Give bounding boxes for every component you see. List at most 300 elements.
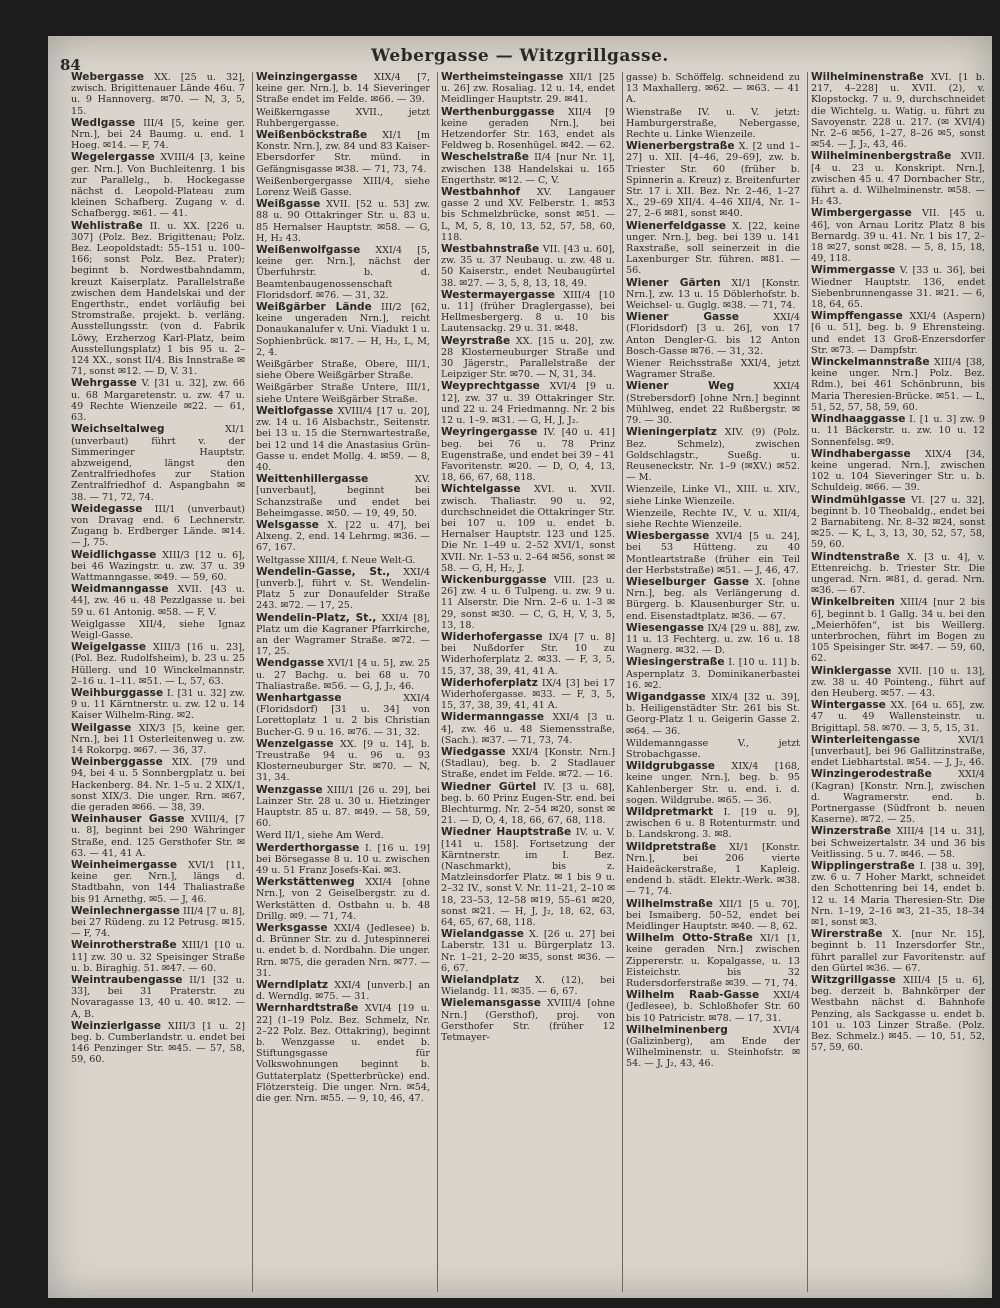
street-name: Wertheimsteingasse [441,72,564,83]
street-name: Weinzierlgasse [71,1019,162,1032]
street-details: X. (12), bei Wielandg. 11. ✉35. — 6, 67. [441,975,615,998]
street-details: XVII. [43 u. 44], zw. 46 u. 48 Pezzlgasse u. bei 59 u. 61 Antonig. ✉58. — F, V. [71,584,245,618]
street-details: III/2 [62, keine ungeraden Nrn.], reicht Donaukanalufer v. Uni. Viadukt 1 u. Sophienbrück. ✉17. — H, H₂, L, M, 2, 4. [256,302,430,358]
street-entry [71,688,245,722]
column-2 [252,72,433,1292]
street-name: Wipplingerstraße [811,860,915,873]
street-name: Wenzgasse [256,783,323,796]
street-entry [626,577,800,622]
street-details: XIX/4 [32 u. 39], b. Heiligenstädter Str. 261 bis St. Georg-Platz 1 u. Geigerin Gasse 2. ✉64. — 36. [626,691,800,737]
street-details: I. [19 u. 9], zwischen 6 u. 8 Rotenturmstr. und b. Landskrong. 3. ✉8. [626,807,800,841]
street-details: XIII/4 [5 u. 6], beg. derzeit b. Bahnkörper der Westbahn nächst d. Bahnhofe Penzing, als Sackgasse u. endet b. 101 u. 103 Linzer Straße. (Polz. Bez. Schmelz.) ✉45. — 10, 51, 52, 57, 59, 60. [811,975,985,1054]
street-details: X. [nur Nr. 15], beginnt b. 11 Inzersdorfer Str., führt parallel zur Favoritenstr. auf den Gürtel ✉36. — 67. [811,929,985,974]
street-entry [811,449,985,494]
street-details: X. [3 u. 4], v. Ettenreichg. b. Triester Str. Die ungerad. Nrn. ✉81, d. gerad. Nrn. ✉36. — 67. [811,551,985,597]
street-details: XIX/4 [7, keine ger. Nrn.], b. 14 Sieveringer Straße endet im Felde. ✉66. — 39. [256,72,430,106]
street-name: Wedlgasse [71,116,136,129]
street-entry [256,613,430,658]
street-entry [441,381,615,426]
street-entry [626,278,800,312]
street-name: Widerhoferplatz [441,676,538,689]
street-details: XXI/4 [unverb.], führt v. St. Wendelin-Platz 5 zur Donaufelder Straße 243. ✉72. — 17, 25. [256,566,430,612]
street-entry [71,72,245,117]
street-entry [256,474,430,519]
street-entry [811,357,985,413]
street-details: XIII/3 [1 u. 2] beg. b. Cumberlandstr. u. endet bei 146 Penzinger Str. ✉45. — 57, 58, 59, 60. [71,1020,245,1066]
street-details: II/1 [32 u. 33], bei 31 Praterstr. zu Novaragasse 13, 40 u. 40. ✉12. — A, B. [71,975,245,1020]
street-entry [626,807,800,841]
street-name: Weichseltalweg [71,423,165,436]
street-details: Weißkerngasse XVII., jetzt Ruhbergergasse. [256,106,430,129]
street-details: IV. [40 u. 41] beg. bei 76 u. 78 Prinz Eugenstraße, und endet bei 39 – 41 Favoritenstr. ✉20. — D, O, 4, 13, 18, 66, 67, 68, 118. [441,427,615,484]
street-details: XIX/3 [5, keine ger. Nrn.], bei 11 Osterleitenweg u. zw. 14 Rokorpg. ✉67. — 36, 37. [71,722,245,756]
street-entry [256,72,430,106]
page-number: 84 [60,56,81,74]
street-name: Wiener Gärten [626,276,721,289]
street-entry [811,151,985,207]
street-entry [626,221,800,277]
street-entry [811,597,985,664]
street-entry [71,975,245,1020]
street-entry [441,678,615,712]
street-entry [441,336,615,381]
street-name: Wiedner Hauptstraße [441,826,572,839]
street-details: XIII/4 [14 u. 31], bei Schweizertalstr. 34 und 36 bis Veitlissing. 5 u. 7. ✉46. — 58. [811,826,985,860]
street-details: IV. u. V. [141 u. 158]. Fortsetzung der Kärntnerstr. im I. Bez. (Naschmarkt), bis z. Matzleinsdorfer Platz. ✉ 1 bis 9 u. 2–32 IV., sonst V. Nr. 11–21, 2–10 ✉18, 23–53, 12–58 ✉19, 55–61 ✉20, sonst ✉21. — H, J, J₂, 18, 62, 63, 64, 65, 67, 68, 118. [441,827,615,929]
street-name: Weißenböckstraße [256,129,368,142]
street-entry [811,414,985,448]
street-name: Wilhelminenbergstraße [811,150,952,163]
street-name: Wiedner Gürtel [441,780,537,793]
street-entry [811,552,985,597]
street-name: Webergasse [71,72,145,83]
street-details: XX. [15 u. 20], zw. 28 Klosterneuburger Straße und 30 Jägerstr., Parallelstraße der Leipziger Str. ✉70. — N, 31, 34. [441,335,615,381]
street-name: Wilhelm Otto-Straße [626,932,753,945]
street-entry [256,302,430,358]
street-details: XVIII/4 [17 u. 20], zw. 14 u. 16 Alsbachstr., Seitenstr. bei 13 u. 15 die Sternwartestraße, bei 12 und 14 die Anastasius Grün-Gasse u. endet Mollg. 4. ✉59. — 8, 40. [256,405,430,473]
street-name: Welsgasse [256,518,319,531]
street-details: II. u. XX. [226 u. 307] (Polz. Bez. Brigittenau; Polz. Bez. Leopoldstadt: 55–151 u. 100–166; sonst Polz. Bez. Prater); beginnt b. Nordwestbahndamm, kreuzt Kaiserplatz. Parallelstraße zwischen dem Handelskai und der Engerthstr., endet vorläufig bei Stromstraße. projekt. b. verläng. Ausstellungsstr. (von d. Fabrik Löwy, Erzherzog Karl-Platz, beim Ausstellungsplatz) 1 bis 95 u. 2–124 XX., sonst II/4. Bis Innstraße ✉71, sonst ✉12. — D, V. 31. [71,220,245,378]
street-name: Weißgärber Lände [256,301,372,314]
street-name: Weidegasse [71,502,143,515]
street-entry [71,814,245,859]
street-entry [441,152,615,186]
street-details: gasse) b. Schöffelg. schneidend zu 13 Maxhallerg. ✉62. — ✉63. — 41 A. [626,72,800,106]
street-name: Wigandgasse [626,690,706,703]
street-name: Wienerfeldgasse [626,219,726,232]
street-details: XIX/4 [168, keine unger. Nrn.], beg. b. 95 Kahlenberger Str. u. end. i. d. sogen. Wildgrube. ✉65. — 36. [626,761,800,806]
street-name: Weschelstraße [441,151,529,164]
street-name: Wiener Gasse [626,311,739,324]
street-entry [256,176,430,198]
street-entry [71,940,245,974]
street-entry [71,550,245,584]
street-details: XVII. [4 u. 23 u. Konskript. Nrn.], zwischen 45 u. 47 Dornbacher Str., führt a. d. Wilhelminenstr. ✉58. — H₂ 43. [811,151,985,208]
street-name: Wieningerplatz [626,426,717,439]
street-details: XXI/4 (Kagran) [Konstr. Nrn.], zwischen d. Wagramerstr. end. b. Portnergasse (Südfront b. neuen Kaserne). ✉72. — 25. [811,769,985,826]
street-name: Windmühlgasse [811,493,906,506]
street-details: XI/1 (unverbaut) führt v. der Simmeringer Hauptstr. abzweigend, längst den Zentralfriedhofes zur Station Zentralfriedhof d. Aspangbahn ✉38. — 71, 72, 74. [71,424,245,503]
street-name: Wielandplatz [441,974,519,987]
street-entry [441,244,615,289]
street-entry [626,381,800,426]
street-details: XVI/4 [19 u. 22] (1–19 Polz. Bez. Schmelz, Nr. 2–22 Polz. Bez. Ottakring), beginnt b. Wenzgasse u. endet b. Stiftungsgasse für Volkswohnungen beginnt b. Guttaterplatz (Spetterbrücke) end. Flötzersteig. Die unger. Nrn. ✉54, die ger. Nrn. ✉55. — 9, 10, 46, 47. [256,1003,430,1105]
street-name: Wichtelgasse [441,483,521,496]
street-details: XV. Langauer gasse 2 und XV. Felberstr. 1. ✉53 bis Schmelzbrücke, sonst ✉51. — L, M, 5, 8, 10, 13, 52, 57, 58, 60, 118. [441,187,615,243]
street-details: XX. [25 u. 32], zwisch. Brigittenauer Lände 46u. 7 u. 9 Hannoverg. ✉70. — N, 3, 5, 15. [71,72,245,117]
street-name: Werksgasse [256,922,328,935]
street-name: Wendelin-Gasse, St., [256,565,391,578]
street-name: Wieselburger Gasse [626,575,750,588]
street-details: Werd II/1, siehe Am Werd. [256,830,384,842]
street-details: Weißenbergergasse XIII/4, siehe Lorenz Weiß Gasse. [256,175,430,199]
street-details: XX. [64 u. 65], zw. 47 u. 49 Wallensteinstr. u. Brigittapl. 58. ✉70. — 3, 5, 15, 31. [811,700,985,734]
street-details: XVII. [52 u. 53] zw. 88 u. 90 Ottakringer Str. u. 83 u. 85 Hernalser Hauptstr. ✉58. — G, H, H₂ 43. [256,199,430,244]
street-name: Wenhartgasse [256,691,342,704]
street-name: Wehrgasse [71,377,137,390]
street-details: IX/4 [29 u. 88], zw. 11 u. 13 Fechterg. u. zw. 16 u. 18 Wagnerg. ✉32. — D. [626,622,800,657]
street-details: Wienzeile, Linke VI., XIII. u. XIV., siehe Linke Wienzeile. [626,484,800,507]
street-details: XVI/4 [9 u. 12], zw. 37 u. 39 Ottakringer Str. und 22 u. 24 Friedmanng. Nr. 2 bis 12 u. 1–9. ✉31. — G, H, J, J₂. [441,381,615,427]
street-name: Wiesbergasse [626,530,710,543]
street-entry [71,221,245,378]
street-details: VIII. [23 u. 26] zw. 4 u. 6 Tulpeng. u. zw. 9 u. 11 Alserstr. Die Nrn. 2–6 u. 1–3 ✉29, sonst ✉30. — C, G, H, V, 3, 5, 13, 18. [441,574,615,631]
street-details: XXI/4 (Jedlesee) b. d. Brünner Str. zu d. Jutespinnerei u. endet b. d. Nordbahn. Die unger. Rrn. ✉75, die geraden Nrn. ✉77. — 31. [256,923,430,979]
street-name: Widerhofergasse [441,630,543,643]
street-details: XVIII/4, [7 u. 8], beginnt bei 290 Währinger Straße, end. 125 Gersthofer Str. ✉63. — 41, 41 A. [71,814,245,859]
street-entry [71,504,245,549]
street-details: Wildemanngasse V., jetzt Strobachgasse. [626,737,800,760]
street-entry [811,265,985,310]
street-entry [256,245,430,301]
street-entry [441,712,615,746]
street-details: III/4 [5, keine ger. Nrn.], bei 24 Baumg. u. end. 1 Hoeg. ✉14. — F, 74. [71,117,245,152]
street-name: Wildpretmarkt [626,806,714,818]
street-entry [626,990,800,1024]
street-entry [71,906,245,940]
street-name: Windtenstraße [811,550,900,563]
street-details: XII/1 [5 u. 70], bei Ismaiberg. 50–52, endet bei Meidlinger Hauptstr. ✉40. — 8, 62. [626,898,800,933]
street-entry [811,975,985,1053]
street-name: Wienerbergstraße [626,140,735,153]
street-entry [811,311,985,356]
street-entry [256,382,430,404]
street-entry [71,152,245,219]
street-entry [71,118,245,152]
street-details: X. [26 u. 27] bei Laberstr. 131 u. Bürgerplatz 13. Nr. 1–21, 2–20 ✉35, sonst ✉36. — 6, 67. [441,929,615,974]
street-name: Wenzelgasse [256,737,334,750]
street-details: XXI/4 [Konstr. Nrn.] (Stadlau), beg. b. 2 Stadlauer Straße, endet im Felde. ✉72. — 16. [441,746,615,781]
street-name: Weinhauser Gasse [71,813,185,826]
street-name: Weißgasse [256,198,321,211]
street-entry [441,187,615,243]
street-entry [441,575,615,631]
column-3 [437,72,618,1292]
street-name: Witzgrillgasse [811,974,896,987]
street-details: Weiglgasse XII/4, siehe Ignaz Weigl-Gasse. [71,618,245,641]
street-details: X. [22, keine unger. Nrn.], beg. bei 139 u. 141 Raxstraße, soll seinerzeit in die Laxenburger Str. führen. ✉81. — 56. [626,220,800,277]
street-entry [626,623,800,657]
street-details: XXI/4 (Strebersdorf) [ohne Nrn.] beginnt Mühlweg, endet 22 Rußbergstr. ✉79. — 30. [626,381,800,427]
street-entry [71,642,245,687]
street-entry [626,312,800,357]
street-entry [626,508,800,530]
street-details: IV. [3 u. 68], beg. b. 60 Prinz Eugen-Str. end. bei Blechturmg. Nr. 2–54 ✉20, sonst ✉21. — D, O, 4, 18, 66, 67, 68, 118. [441,781,615,827]
street-details: I. [38 u. 39], zw. 6 u. 7 Hoher Markt, schneidet den Schottenring bei 14, endet b. 12 u. 14 Maria Theresien-Str. Die Nrn. 1–19, 2–16 ✉3, 21–35, 18–34 ✉1, sonst ✉3. [811,861,985,929]
street-name: Winckelmannstraße [811,356,930,369]
street-details: XIX/4 [34, keine ungerad. Nrn.], zwischen 102 u. 104 Sieveringer Str. u. b. Schuldeig. ✉66. — 39. [811,448,985,494]
street-name: Winzerstraße [811,825,891,838]
street-details: XIII/1 [26 u. 29], bei Lainzer Str. 28 u. 30 u. Hietzinger Hauptstr. 85 u. 87. ✉49. — 58, 59, 60. [256,784,430,830]
street-details: XVI/1 [11, keine ger. Nrn.], längs d. Stadtbahn, von 144 Thaliastraße bis 91 Arnethg. ✉5. — J, 46. [71,860,245,905]
street-details: XIII/3 [12 u. 6], bei 46 Wazingstr. u. zw. 37 u. 39 Wattmanngasse. ✉49. — 59, 60. [71,549,245,583]
street-name: Wirerstraße [811,928,883,941]
street-entry [441,290,615,335]
street-details: XXI/4 (Jedlesee), b. Schloßhofer Str. 60 bis 10 Patricistr. ✉78. — 17, 31. [626,990,800,1024]
street-entry [441,827,615,928]
street-entry [811,666,985,700]
street-details: XII/1 [25 u. 26] zw. Rosaliag. 12 u. 14, endet Meidlinger Hauptstr. 29. ✉41. [441,72,615,106]
street-entry [71,619,245,641]
street-entry [71,584,245,618]
street-entry [626,358,800,380]
street-entry [256,843,430,877]
street-entry [441,72,615,106]
street-details: XXI/4 [5, keine ger. Nrn.], nächst der Überfuhrstr. b. d. Beamtenbaugenossenschaft Floridsdorf. ✉76. — 31, 32. [256,245,430,301]
street-details: XIII/3 [16 u. 23], (Pol. Bez. Rudolfsheim), b. 23 u. 25 Hüllerg. und 10 Winckelmannstr. 2–16 u. 1–11. ✉51. — L, 57, 63. [71,642,245,687]
street-entry [441,998,615,1043]
street-name: Wielemansgasse [441,997,541,1010]
street-entry [811,208,985,264]
street-name: Wimmergasse [811,264,896,277]
street-entry [441,782,615,827]
street-entry [71,723,245,757]
street-details: XVI/4 (Galizinberg), am Ende der Wilhelminenstr. u. Steinhofstr. ✉54. — J, J₂, 43, 46. [626,1024,800,1070]
street-details: VII. [45 u. 46], von Arnau Loritz Platz 8 bis Bernardg. 39 u. 41. Nr. 1 bis 17, 2–18 ✉27, sonst ✉28. — 5, 8, 15, 18, 49, 118. [811,208,985,265]
street-details: II/4 [nur Nr. 1], zwischen 138 Handelskai u. 165 Engerthstr. ✉12. — C, V. [441,152,615,186]
street-details: XI/1 [Konstr. Nrn.], bei 206 vierte Haideäckerstraße, 1 Kapleig. endend b. städt. Elektr.-Werk. ✉38. — 71, 74. [626,841,800,898]
street-entry [71,424,245,502]
street-name: Weigelgasse [71,641,147,654]
street-entry [811,861,985,928]
street-entry [626,484,800,506]
street-entry [626,531,800,576]
street-name: Wiesengasse [626,621,705,634]
street-entry [441,632,615,677]
street-entry [626,141,800,219]
street-details: Wiener Reichsstraße XXI/4, jetzt Wagramer Straße. [626,358,800,381]
street-name: Weilgasse [71,721,132,734]
street-details: V. [31 u. 32], zw. 66 u. 68 Margaretenstr. u. zw. 47 u. 49 Rechte Wienzeile ✉22. — 61, 63. [71,378,245,424]
street-details: XXI/4 [8], Platz um die Kagraner Pfarrkirche, an der Wagramer Straße. ✉72. — 17, 25. [256,612,430,658]
street-details: XIII/4 [10 u. 11] (früher Draglergasse), bei Hellmesbergerg. 8 u. 10 bis Lautensackg. 29 u. 31. ✉48. [441,289,615,335]
street-name: Wegelergasse [71,151,155,164]
street-entry [256,785,430,830]
street-details: VII. [43 u. 60], zw. 35 u. 37 Neubaug. u. zw. 48 u. 50 Kaiserstr., endet Neubaugürtel 38. ✉27. — 3, 5, 8, 13, 18, 49. [441,244,615,289]
street-name: Weinberggasse [71,756,163,769]
street-details: III/1 (unverbaut) von Dravag end. 6 Lechnerstr. Zugang b. Erdberger Lände. ✉14. — J, 75. [71,503,245,549]
street-entry [256,520,430,554]
street-name: Wiener Weg [626,380,735,393]
street-name: Weyringergasse [441,426,538,439]
street-name: Winkelbreiten [811,596,895,609]
street-details: VI. [27 u. 32], beginnt b. 10 Theobaldg., endet bei 2 Barnabiteng. Nr. 8–32 ✉24, sonst ✉25. — K, L, 3, 13, 30, 52, 57, 58, 59, 60. [811,494,985,551]
street-entry [71,860,245,905]
street-name: Wilhelminenberg [626,1023,728,1036]
street-name: Weyprechtgasse [441,380,540,393]
street-details: Wienstraße IV. u. V. jetzt: Hamburgerstraße, Nebergasse, Rechte u. Linke Wienzeile. [626,106,800,141]
street-name: Weinheimergasse [71,859,177,872]
street-entry [811,735,985,769]
street-details: Wienzeile, Rechte IV., V. u. XII/4, siehe Rechte Wienzeile. [626,507,800,530]
street-entry [811,72,985,150]
street-name: Weinzingergasse [256,72,358,83]
column-4 [622,72,803,1292]
street-name: Winterleitengasse [811,733,921,746]
street-details: XIX. [79 und 94, bei 4 u. 5 Sonnbergplatz u. bei Hackenberg. 84. Nr. 1–5 u. 2 XIX/1, sonst XIX/3. Die unger. Rrn. ✉67, die geraden ✉66. — 38, 39. [71,757,245,813]
street-name: Weittenhillergasse [256,473,369,486]
street-entry [256,693,430,738]
street-details: I. [1 u. 3] zw. 9 u. 11 Bäckerstr. u. zw. 10 u. 12 Sonnenfelsg. ✉9. [811,414,985,448]
street-entry [811,495,985,551]
street-name: Weinlechnergasse [71,904,180,917]
street-entry [256,1003,430,1104]
street-name: Werkstättenweg [256,876,355,889]
street-entry [626,1025,800,1070]
street-entry [256,107,430,129]
street-details: XI/1 [Konstr. Nrn.], zw. 13 u. 15 Döblerhofstr. b. Weichsel- u. Guglg. ✉38. — 71, 74. [626,277,800,312]
street-entry [256,359,430,381]
page-title: Webergasse — Witzgrillgasse. [371,46,669,66]
street-name: Weitlofgasse [256,404,334,417]
street-name: Windhaaggasse [811,413,906,426]
street-entry [441,975,615,997]
street-name: Wilhelm Raab-Gasse [626,989,760,1002]
street-name: Weinrotherstraße [71,939,177,952]
street-entry [71,1021,245,1066]
street-details: XVI/1 [4 u. 5], zw. 25 u. 27 Bachg. u. bei 68 u. 70 Thaliastraße. ✉56. — G, J, J₂, 46. [256,658,430,692]
street-entry [441,929,615,974]
street-details: XXI/4 (Aspern) [6 u. 51], beg. b. 9 Ehrensteing. und endet 13 Groß-Enzersdorfer Str. ✉73. — Dampfstr. [811,311,985,356]
street-details: XIV. (9) (Polz. Bez. Schmelz), zwischen Goldschlagstr., Sueßg. u. Reuseneckstr. Nr. 1–9 (✉XV.) ✉52. — M. [626,427,800,484]
street-name: Wimbergergasse [811,207,912,220]
street-name: Wehlistraße [71,219,143,232]
street-entry [441,107,615,152]
street-name: Winklergasse [811,664,892,677]
street-name: Wiedgasse [441,745,506,758]
street-entry [626,761,800,806]
street-name: Weißenwolfgasse [256,244,361,257]
street-entry [256,877,430,922]
street-details: IX/4 [3] bei 17 Widerhofergasse. ✉33. — F, 3, 5, 15, 37, 38, 39, 41, 41 A. [441,677,615,712]
street-details: III/4 [7 u. 8], bei 27 Rüdeng. zu 12 Petrusg. ✉15. — F, 74. [71,905,245,940]
street-entry [256,130,430,175]
street-name: Weintraubengasse [71,974,183,987]
directory-page [48,36,992,1298]
street-entry [626,107,800,141]
street-details: XVIII/4 [3, keine ger. Nrn.]. Von Buchleitenrg. 1 bis zur Parallelg., b. Hockegasse nächst d. Leopold-Plateau zum kleinen Schafberg. Zugang v. d. Schafbergg. ✉61. — 41. [71,152,245,220]
street-details: X. [ohne Nrn.], beg. als Verlängerung d. Bürgerg. b. Klausenburger Str. u. end. Eisenstadtplatz. ✉36. — 67. [626,576,800,622]
street-details: XI/1 [1, keine geraden Nrn.] zwischen Zippererstr. u. Kopalgasse, u. 13 Eisteichstr. bis 32 Rudersdorferstraße ✉39. — 71, 74. [626,933,800,990]
street-details: XXI/4 (Floridsdorf) [31 u. 34] von Lorettoplatz 1 u. 2 bis Christian Bucher-G. 9 u. 16. ✉76. — 31, 32. [256,692,430,738]
street-entry [811,700,985,734]
street-details: I. [31 u. 32] zw. 9 u. 11 Kärntnerstr. u. zw. 12 u. 14 Kaiser Wilhelm-Ring. ✉2. [71,687,245,722]
street-name: Wilhelminenstraße [811,72,924,83]
street-details: I. [16 u. 19] bei Börsegasse 8 u. 10 u. zwischen 49 u. 51 Franz Josefs-Kai. ✉3. [256,842,430,877]
street-name: Weidlichgasse [71,548,157,561]
street-entry [256,739,430,784]
street-details: Weißgärber Straße Untere, III/1, siehe Untere Weißgärber Straße. [256,382,430,405]
street-name: Werderthorgasse [256,841,360,854]
street-columns [68,72,988,1292]
street-entry [811,826,985,860]
street-entry [256,406,430,473]
street-details: V. [33 u. 36], bei Wiedner Hauptstr. 136, endet Siebenbrunnengasse 31. ✉21. — 6, 18, 64, 65. [811,265,985,311]
street-details: Weißgärber Straße, Obere, III/1, siehe Obere Weißgärber Straße. [256,359,430,382]
street-name: Weidmanngasse [71,583,169,596]
street-name: Wilhelmstraße [626,897,713,910]
street-name: Wintergasse [811,699,886,712]
street-details: IX/4 [7 u. 8] bei Nußdorfer Str. 10 zu Widerhoferplatz 2. ✉33. — F, 3, 5, 15, 37, 38, 39, 41, 41 A. [441,631,615,677]
street-name: Wernhardtstraße [256,1002,359,1015]
street-entry [626,427,800,483]
street-entry [626,899,800,933]
street-details: X. [2 und 1–27] u. XII. [4–46, 29–69], zw. b. Triester Str. 60 (früher b. Spinnerin a. Kreuz) z. Breitenfurter Str. 17 i. XII. Bez. Nr. 2–46, 1–27 X., 29–69 XII/4. 4–46 XII/4, Nr. 1–27, 2–6 ✉81, sonst ✉40. [626,141,800,220]
street-name: Wimpffengasse [811,310,903,323]
street-entry [626,933,800,989]
street-entry [441,747,615,781]
street-entry [256,658,430,692]
street-details: XIII/1 [10 u. 11] zw. 30 u. 32 Speisinger Straße u. b. Biraghig. 51. ✉47. — 60. [71,940,245,974]
street-details: XV. [unverbaut], beginnt bei Schanzstraße und endet bei Beheimgasse. ✉50. — 19, 49, 50. [256,474,430,519]
street-name: Wendgasse [256,657,325,670]
street-entry [811,929,985,974]
street-entry [441,484,615,574]
street-name: Westermayergasse [441,288,555,301]
street-name: Wiesingerstraße [626,656,725,669]
street-details: XVI. u. XVII. zwisch. Thaliastr. 90 u. 92, durchschneidet die Ottakringer Str. bei 107 u. 109 u. endet b. Hernalser Hauptstr. 123 und 125. Die Nr. 1–49 u. 2–52 XVI/1, sonst XVII. Nr. 1–53 u. 2–64 ✉56, sonst ✉58. — G, H, H₂, J. [441,484,615,574]
street-name: Werndlplatz [256,979,329,992]
street-entry [71,378,245,423]
street-details: XXI/4 [ohne Nrn.], von 2 Geiselbergstr. zu d. Werkstätten d. Ostbahn u. b. 48 Drillg. ✉9. — 71, 74. [256,877,430,922]
street-details: Weltgasse XIII/4, f. Neue Welt-G. [256,554,416,566]
street-name: Wildpretstraße [626,840,717,853]
street-entry [256,923,430,979]
street-details: I. [10 u. 11] b. Aspernplatz 3. Dominikanerbastei 16. ✉2. [626,657,800,691]
street-details: XXI/4 [unverb.] an d. Werndlg. ✉75. — 31. [256,980,430,1003]
street-details: XX. [9 u. 14], b. Treustraße 94 u. 96 u. 93 Klosterneuburger Str. ✉70. — N, 31, 34. [256,738,430,784]
street-entry [626,657,800,691]
street-name: Weihburggasse [71,686,164,699]
street-entry [626,72,800,106]
street-name: Wickenburggasse [441,573,547,586]
street-entry [441,427,615,483]
street-details: XIII/4 [nur 2 bis 6], beginnt b. 1 Gallg. 34 u. bei den „Meierhöfen“, ist bis Weillerg. unterbrochen, führt im Bogen zu 105 Speisinger Str. ✉47. — 59, 60, 62. [811,597,985,665]
street-entry [256,980,430,1002]
street-entry [71,757,245,813]
street-name: Wildgrubgasse [626,760,715,773]
column-5 [807,72,988,1292]
street-entry [256,555,430,566]
street-name: Wielandgasse [441,928,524,941]
street-entry [626,738,800,760]
street-entry [626,692,800,737]
street-details: XVI/4 [5 u. 24], bei 53 Hütteng. zu 40 Montleartstraße (früher ein Teil der Herbststraße) ✉51. — J, 46, 47. [626,531,800,576]
street-entry [256,830,430,841]
street-details: XVIII/4 [ohne Nrn.] (Gersthof), proj. von Gersthofer Str. (früher 12 Tetmayer- [441,998,615,1044]
street-details: XXI/4 (Floridsdorf) [3 u. 26], von 17 Anton Dengler-G. bis 12 Anton Bosch-Gasse ✉76. — 31, 32. [626,312,800,357]
street-name: Windhabergasse [811,447,911,460]
